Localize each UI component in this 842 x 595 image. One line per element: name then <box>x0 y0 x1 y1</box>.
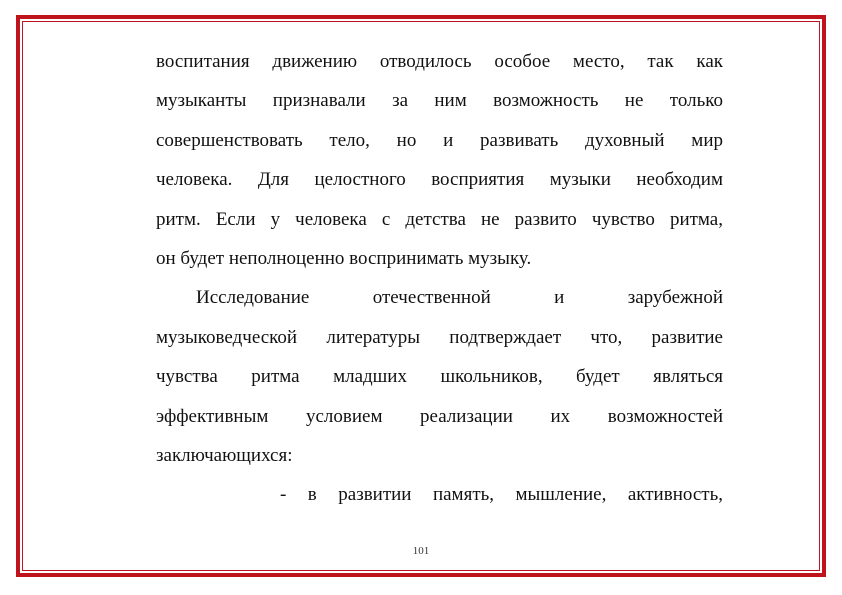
text-line: человека. Для целостного восприятия музыки необходим <box>156 169 723 191</box>
text-line: заключающихся: <box>156 444 293 466</box>
text-line: чувства ритма младших школьников, будет являться <box>156 366 723 388</box>
text-line: музыканты признавали за ним возможность не только <box>156 90 723 112</box>
text-line: Исследование отечественной и зарубежной <box>196 287 723 309</box>
page-number: 101 <box>412 545 430 557</box>
text-line: воспитания движению отводилось особое место, так как <box>156 51 723 72</box>
text-line: эффективным условием реализации их возможностей <box>156 405 723 427</box>
text-line: музыковедческой литературы подтверждает что, развитие <box>156 326 723 348</box>
text-line: - в развитии память, мышление, активность, <box>280 484 723 506</box>
text-line: ритм. Если у человека с детства не развито чувство ритма, <box>156 208 723 230</box>
text-line: он будет неполноценно воспринимать музыку. <box>156 247 532 269</box>
text-line: совершенствовать тело, но и развивать духовный мир <box>156 129 723 151</box>
document-body <box>156 42 723 515</box>
